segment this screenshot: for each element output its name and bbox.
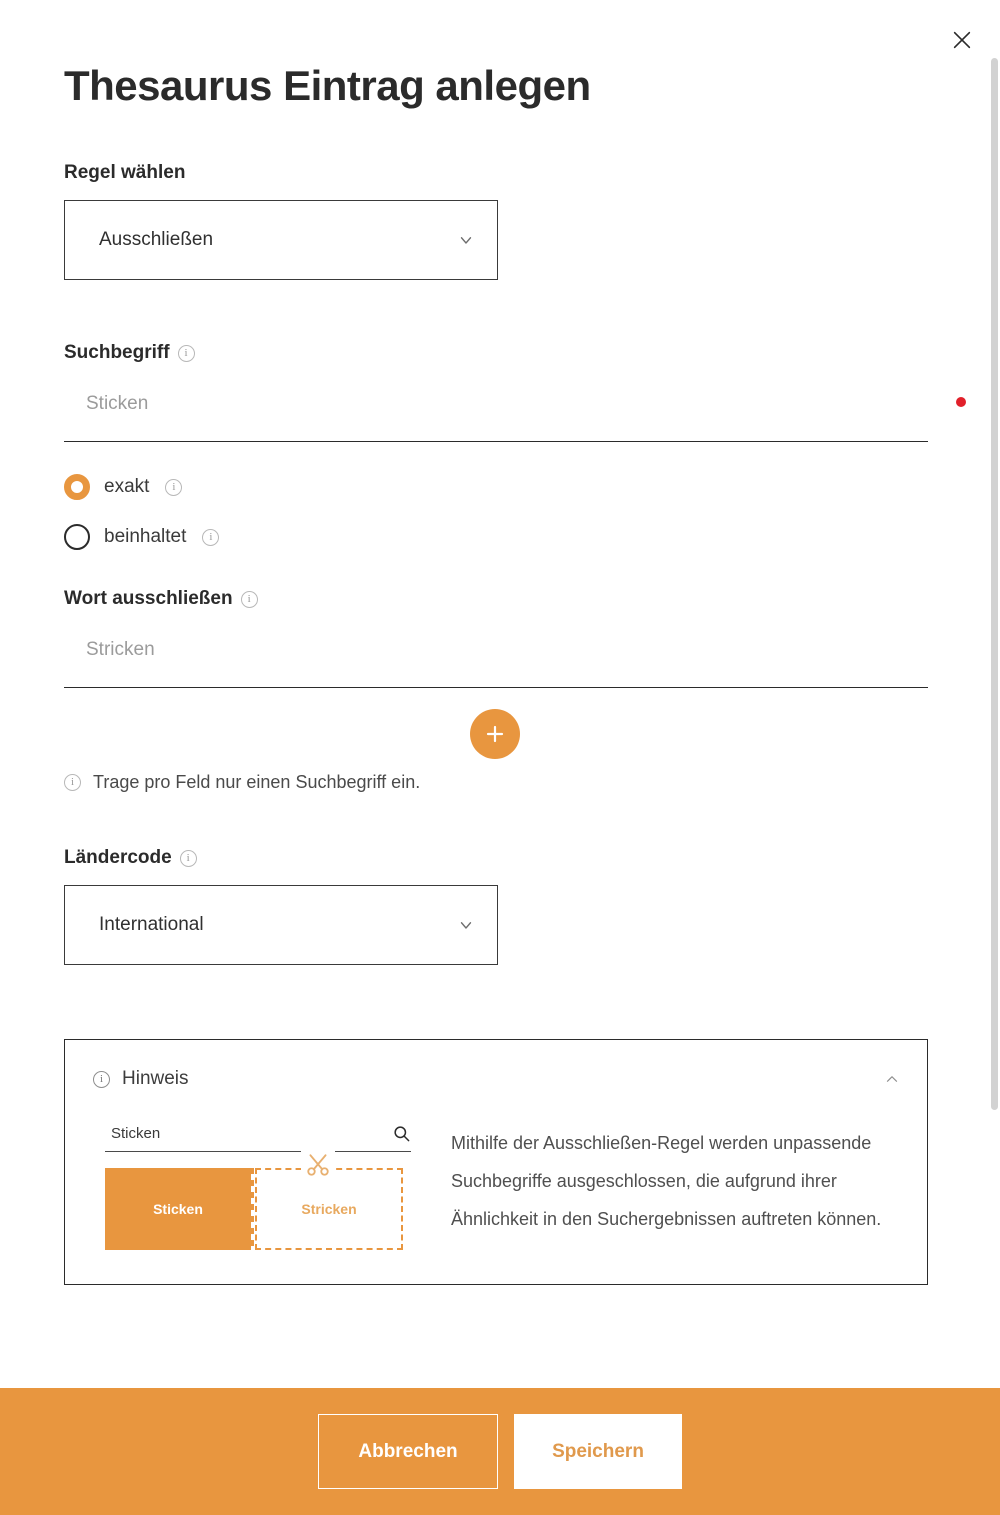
country-code-label-text: Ländercode <box>64 847 172 868</box>
notice-accordion <box>64 1039 928 1285</box>
info-icon[interactable]: i <box>165 479 182 496</box>
notice-body-text: Mithilfe der Ausschließen-Regel werden unpassende Suchbegriffe ausgeschlossen, die aufgrund ihrer Ähnlichkeit in den Suchergebnissen auftreten können. <box>451 1133 882 1229</box>
illustration-cut-label: Stricken <box>301 1201 357 1217</box>
info-icon[interactable]: i <box>241 591 258 608</box>
cancel-button[interactable]: Abbrechen <box>318 1414 498 1489</box>
exclude-word-label-text: Wort ausschließen <box>64 588 233 609</box>
add-field-row <box>64 698 926 770</box>
info-icon[interactable]: i <box>178 345 195 362</box>
radio-beinhaltet[interactable] <box>64 524 926 550</box>
notice-accordion-header[interactable] <box>65 1040 927 1118</box>
rule-select-value: Ausschließen <box>99 229 214 250</box>
rule-select[interactable] <box>64 200 498 280</box>
search-term-label-text: Suchbegriff <box>64 342 170 363</box>
match-mode-group <box>64 474 926 550</box>
field-hint-text: Trage pro Feld nur einen Suchbegriff ein. <box>93 772 421 792</box>
chevron-down-icon <box>457 916 475 934</box>
illustration-search-text: Sticken <box>111 1125 161 1142</box>
notice-body <box>65 1118 927 1284</box>
notice-illustration <box>105 1118 411 1250</box>
illustration-keep-box <box>105 1168 251 1250</box>
save-button[interactable]: Speichern <box>514 1414 682 1489</box>
chevron-up-icon[interactable] <box>883 1070 901 1088</box>
dialog-footer <box>0 1388 1000 1515</box>
search-icon <box>392 1124 411 1143</box>
add-field-button[interactable] <box>470 709 520 759</box>
info-icon: i <box>64 774 81 791</box>
scrollbar-track[interactable] <box>990 0 1000 1388</box>
search-term-label <box>64 342 926 364</box>
illustration-boxes <box>105 1168 411 1250</box>
radio-exakt[interactable] <box>64 474 926 500</box>
field-hint <box>64 772 926 793</box>
radio-exakt-indicator <box>64 474 90 500</box>
exclude-word-input[interactable] <box>64 626 928 688</box>
radio-beinhaltet-label: beinhaltet <box>104 526 187 547</box>
radio-exakt-label: exakt <box>104 476 150 497</box>
rule-label-text: Regel wählen <box>64 162 186 183</box>
scissors-icon <box>301 1148 335 1182</box>
plus-icon <box>483 722 507 746</box>
chevron-down-icon <box>457 231 475 249</box>
illustration-search-bar <box>105 1124 411 1152</box>
page-title: Thesaurus Eintrag anlegen <box>64 62 591 109</box>
country-code-select[interactable] <box>64 885 498 965</box>
illustration-keep-label: Sticken <box>153 1201 203 1217</box>
info-icon: i <box>93 1071 110 1088</box>
country-code-label <box>64 847 926 869</box>
country-code-select-value: International <box>99 914 204 935</box>
search-term-input[interactable] <box>64 380 928 442</box>
exclude-word-label <box>64 588 926 610</box>
scrollbar-thumb[interactable] <box>991 58 998 1110</box>
rule-label <box>64 162 926 184</box>
info-icon[interactable]: i <box>180 850 197 867</box>
info-icon[interactable]: i <box>202 529 219 546</box>
notice-title: Hinweis <box>122 1068 189 1089</box>
radio-beinhaltet-indicator <box>64 524 90 550</box>
